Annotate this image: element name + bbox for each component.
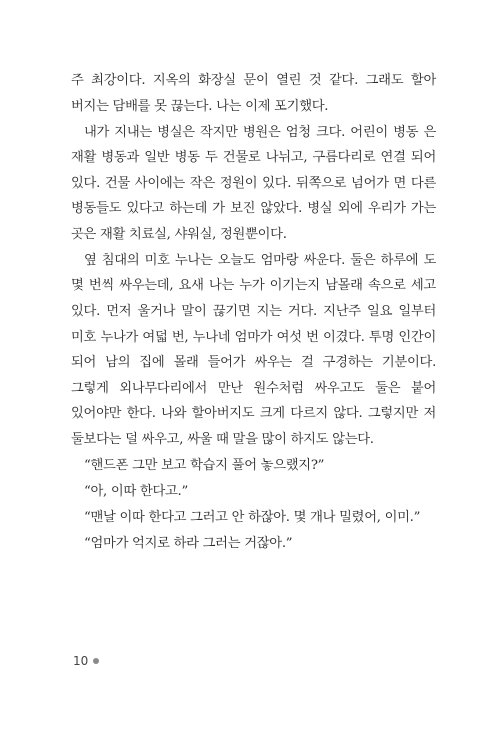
text-line: 기분이다. 그렇게 외나무다리에서 만난 원수처럼 싸우고도 — [71, 355, 436, 396]
paragraph-continuation — [71, 68, 436, 119]
body-text — [71, 68, 436, 557]
text-line: 않는다. — [332, 432, 374, 447]
dialogue-line: “핸드폰 그만 보고 학습지 풀어 놓으랬지?” — [84, 457, 325, 473]
text-line: 되어 있다. 건물 사이에는 작은 정원이 있다. 뒤쪽으로 넘어가 — [71, 150, 436, 191]
dialogue-line: “엄마가 억지로 하라 그러는 거잖아.” — [84, 535, 293, 551]
text-line: 둘은 붙어 있어야만 한다. 나와 할아버지도 크게 다르지 않다. — [71, 380, 436, 422]
page-number-text: 10 — [73, 654, 89, 668]
paragraph-hospital — [71, 120, 436, 248]
text-line: 도 몇 번씩 싸우는데, 요새 나는 누가 이기는지 남몰래 속으로 — [71, 252, 436, 294]
text-line: 일부터 미호 누나가 여덟 번, 누나네 엄마가 여섯 번 이겼다. — [71, 304, 436, 345]
text-line: 내가 지내는 병실은 작지만 병원은 엄청 크다. 어린이 병동 — [84, 124, 419, 140]
text-line: 은 재활 병동과 일반 병동 두 건물로 나뉘고, 구름다리로 연결 — [71, 124, 436, 166]
text-line: 버지는 담배를 못 끊는다. 나는 이제 포기했다. — [71, 98, 329, 114]
bullet-dot-icon — [93, 658, 99, 664]
text-line: 투명 인간이 되어 남의 집에 몰래 들어가 싸우는 걸 구경하는 — [71, 329, 436, 371]
dialogue-line: “아, 이따 한다고.” — [84, 483, 188, 499]
text-line: 우리가 가는 곳은 재활 치료실, 샤워실, 정원뿐이다. — [71, 201, 436, 242]
text-line: 옆 침대의 미호 누나는 오늘도 엄마랑 싸운다. 둘은 하루에 — [84, 252, 419, 268]
text-line: 그렇지만 저 둘보다는 덜 싸우고, 싸울 때 말을 많이 하지도 — [71, 406, 437, 447]
text-line: 세고 있다. 먼저 울거나 말이 끊기면 지는 거다. 지난주 일요 — [71, 278, 436, 320]
paragraph-miho — [71, 248, 436, 453]
text-line: 면 다른 병동들도 있다고 하는데 가 보진 않았다. 병실 외에 — [71, 175, 437, 217]
text-line: 주 최강이다. 지옥의 화장실 문이 열린 것 같다. 그래도 할아 — [71, 73, 436, 88]
dialogue-line: “맨날 이따 한다고 그러고 안 하잖아. 몇 개나 밀렸어, 이미.” — [84, 509, 421, 525]
page-number — [73, 654, 99, 668]
